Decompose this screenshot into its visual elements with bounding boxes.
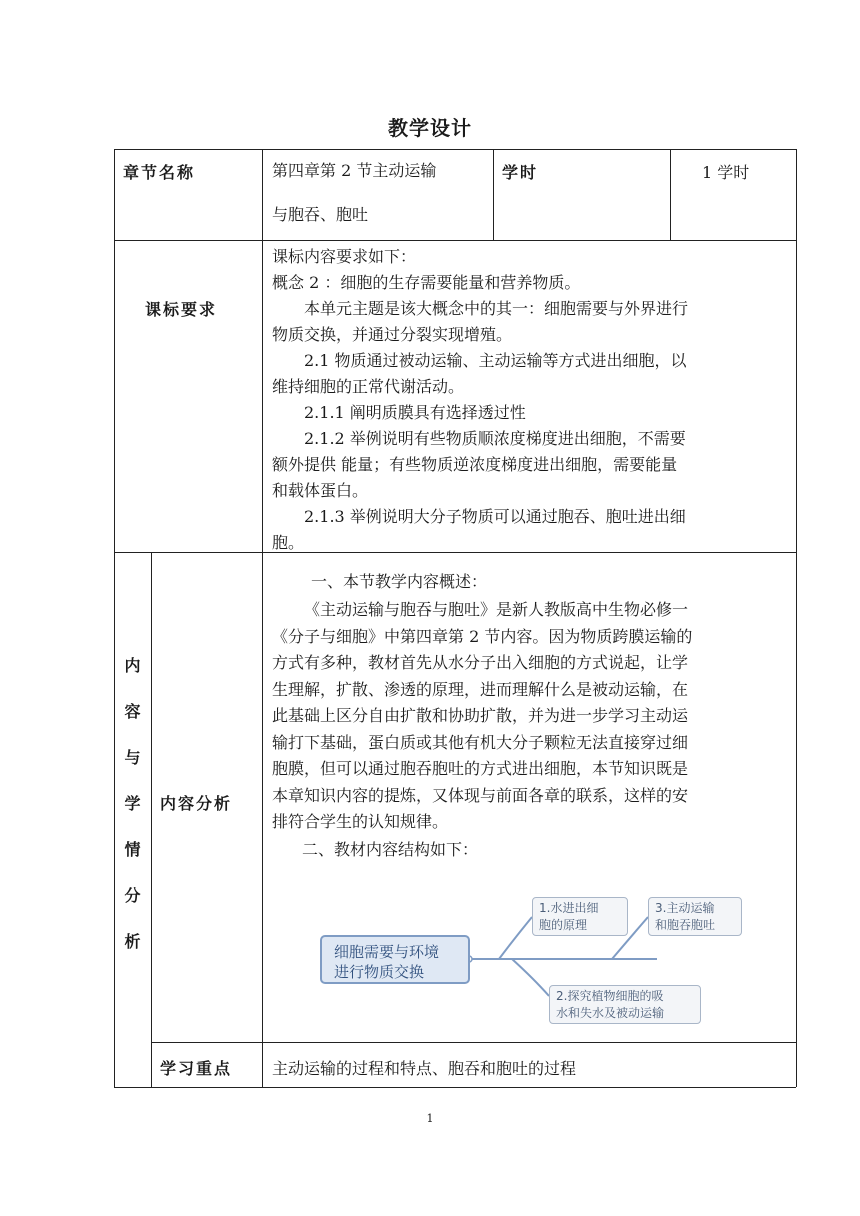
- paragraph-line: 胞膜，但可以通过胞吞胞吐的方式进出细胞，本节知识既是: [272, 759, 689, 778]
- key-points-value: 主动运输的过程和特点、胞吞和胞吐的过程: [272, 1059, 577, 1078]
- chapter-name-line-2: 与胞吞、胞吐: [272, 205, 369, 224]
- paragraph-line: 方式有多种，教材首先从水分子出入细胞的方式说起，让学: [272, 653, 689, 672]
- mindmap-node-line: 胞的原理: [539, 918, 588, 932]
- paragraph-line: 生理解，扩散、渗透的原理，进而理解什么是被动运输，在: [272, 679, 689, 699]
- vertical-label-char: 容: [124, 702, 141, 721]
- curriculum-line: 课标内容要求如下：: [272, 247, 417, 266]
- curriculum-line: 本单元主题是该大概念中的其一：细胞需要与外界进行: [304, 299, 689, 318]
- key-points-label: 学习重点: [160, 1059, 233, 1078]
- vertical-label-char: 分: [124, 886, 141, 905]
- class-hours-label: 学时: [502, 163, 539, 182]
- mindmap-node-1: [532, 897, 628, 936]
- mindmap-root-line: 细胞需要与环境: [334, 943, 440, 961]
- mindmap-node-line: 水和失水及被动运输: [556, 1006, 665, 1020]
- vertical-label-char: 内: [124, 656, 141, 675]
- curriculum-line: 维持细胞的正常代谢活动。: [272, 377, 465, 396]
- class-hours-value: 1 学时: [702, 163, 750, 182]
- paragraph-line: 《分子与细胞》中第四章第 2 节内容。因为物质跨膜运输的: [272, 626, 693, 646]
- curriculum-line: 2.1.1 阐明质膜具有选择透过性: [304, 403, 526, 422]
- curriculum-line: 2.1.2 举例说明有些物质顺浓度梯度进出细胞，不需要: [304, 429, 686, 448]
- paragraph-line: 输打下基础，蛋白质或其他有机大分子颗粒无法直接穿过细: [272, 732, 689, 752]
- curriculum-line: 2.1.3 举例说明大分子物质可以通过胞吞、胞吐进出细: [304, 507, 686, 526]
- overview-heading: 一、本节教学内容概述：: [311, 572, 488, 591]
- lesson-plan-table: [114, 149, 796, 1087]
- mindmap-branch-2: [512, 959, 549, 996]
- content-analysis-label: 内容分析: [160, 794, 233, 813]
- paragraph-line: 《主动运输与胞吞与胞吐》是新人教版高中生物必修一: [304, 600, 689, 619]
- mindmap-node-line: 和胞吞胞吐: [655, 918, 716, 932]
- mindmap-node-line: 3.主动运输: [655, 901, 715, 915]
- curriculum-line: 和载体蛋白。: [272, 481, 369, 500]
- curriculum-line: 额外提供 能量；有些物质逆浓度梯度进出细胞，需要能量: [272, 455, 678, 474]
- page-number: 1: [426, 1112, 434, 1125]
- mindmap-node-3: [648, 897, 742, 936]
- vertical-label-char: 情: [124, 840, 141, 859]
- mindmap-root-line: 进行物质交换: [334, 963, 425, 981]
- mindmap-node-line: 2.探究植物细胞的吸: [556, 989, 664, 1003]
- mindmap-root-node: [320, 935, 470, 984]
- page-title: 教学设计: [388, 116, 472, 140]
- vertical-label-char: 析: [124, 932, 141, 951]
- vertical-label-char: 学: [124, 794, 141, 813]
- paragraph-line: 此基础上区分自由扩散和协助扩散，并为进一步学习主动运: [272, 706, 689, 725]
- paragraph-line: 排符合学生的认知规律。: [272, 812, 449, 831]
- chapter-name-label: 章节名称: [123, 163, 196, 182]
- curriculum-line: 胞。: [272, 533, 305, 552]
- structure-heading: 二、教材内容结构如下：: [302, 840, 479, 859]
- curriculum-line: 2.1 物质通过被动运输、主动运输等方式进出细胞，以: [304, 351, 687, 370]
- chapter-name-line-1: 第四章第 2 节主动运输: [272, 161, 437, 180]
- mindmap-branch-1: [499, 917, 532, 959]
- curriculum-line: 物质交换，并通过分裂实现增殖。: [272, 325, 513, 344]
- vertical-label-char: 与: [124, 748, 141, 767]
- mindmap-node-2: [549, 985, 701, 1024]
- mindmap-node-line: 1.水进出细: [539, 901, 599, 915]
- paragraph-line: 本章知识内容的提炼，又体现与前面各章的联系，这样的安: [272, 785, 689, 805]
- curriculum-line: 概念 2 ：细胞的生存需要能量和营养物质。: [272, 273, 581, 292]
- curriculum-label: 课标要求: [145, 300, 218, 319]
